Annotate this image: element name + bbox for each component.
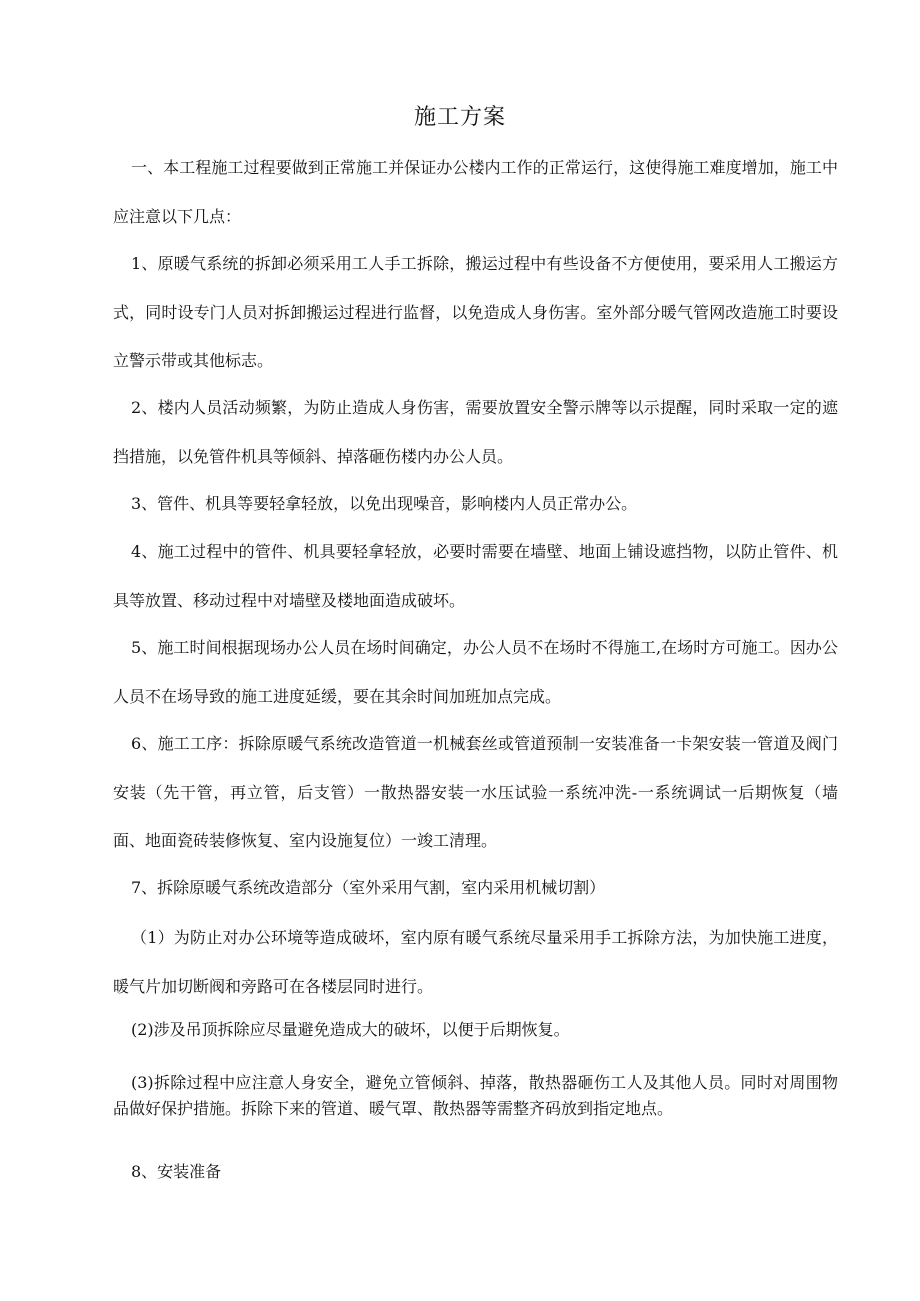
paragraph-6: 6、施工工序：拆除原暖气系统改造管道一机械套丝或管道预制一安装准备一卡架安装一管道及阀门安装（先干管，再立管，后支管）一散热器安装一水压试验一系统冲洗-一系统调试一后期恢复（墙面、地面瓷砖装修恢复、室内设施复位）一竣工清理。 — [113, 734, 838, 850]
paragraph-7-2: (2)涉及吊顶拆除应尽量避免造成大的破坏，以便于后期恢复。 — [131, 1020, 570, 1039]
paragraph-2: 2、楼内人员活动频繁，为防止造成人身伤害，需要放置安全警示牌等以示提醒，同时采取一定的遮挡措施，以免管件机具等倾斜、掉落砸伤楼内办公人员。 — [113, 398, 838, 466]
paragraph-1: 1、原暖气系统的拆卸必须采用工人手工拆除，搬运过程中有些设备不方便使用，要采用人工搬运方式，同时设专门人员对拆卸搬运过程进行监督，以免造成人身伤害。室外部分暖气管网改造施工时要设立警示带或其他标志。 — [113, 254, 838, 370]
paragraph-7-1: （1）为防止对办公环境等造成破坏，室内原有暖气系统尽量采用手工拆除方法，为加快施工进度，暖气片加切断阀和旁路可在各楼层同时进行。 — [113, 928, 838, 996]
paragraph-intro: 一、本工程施工过程要做到正常施工并保证办公楼内工作的正常运行，这使得施工难度增加，施工中应注意以下几点： — [113, 158, 838, 226]
paragraph-4: 4、施工过程中的管件、机具要轻拿轻放，必要时需要在墙壁、地面上铺设遮挡物，以防止管件、机具等放置、移动过程中对墙壁及楼地面造成破坏。 — [113, 542, 838, 610]
paragraph-5: 5、施工时间根据现场办公人员在场时间确定，办公人员不在场时不得施工,在场时方可施工。因办公人员不在场导致的施工进度延缓，要在其余时间加班加点完成。 — [113, 638, 838, 706]
paragraph-3: 3、管件、机具等要轻拿轻放，以免出现噪音，影响楼内人员正常办公。 — [131, 494, 638, 513]
page-title: 施工方案 — [413, 105, 506, 130]
paragraph-7: 7、拆除原暖气系统改造部分（室外采用气割，室内采用机械切割） — [131, 878, 606, 897]
paragraph-8: 8、安装准备 — [131, 1162, 222, 1181]
paragraph-7-3: (3)拆除过程中应注意人身安全，避免立管倾斜、掉落，散热器砸伤工人及其他人员。同时对周围物品做好保护措施。拆除下来的管道、暖气罩、散热器等需整齐码放到指定地点。 — [113, 1073, 838, 1118]
